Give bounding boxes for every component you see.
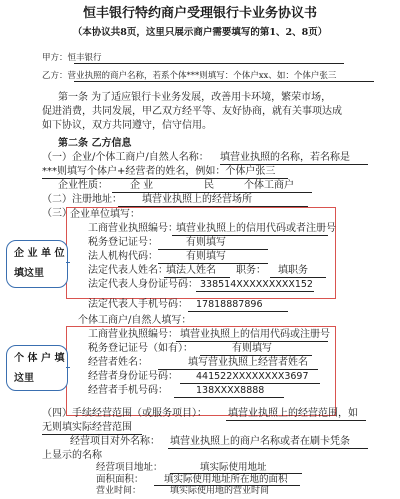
nature-option-individual: 个体工商户 bbox=[244, 180, 294, 191]
party-a: 甲方：恒丰银行 bbox=[42, 53, 102, 63]
article2-heading: 第二条 乙方信息 bbox=[58, 138, 132, 149]
callout-enterprise-line1: 企 业 单 位 bbox=[14, 248, 65, 259]
tax-label: 税务登记证号： bbox=[88, 237, 158, 248]
callout-enterprise-arrow bbox=[66, 262, 70, 263]
hours-value: 填实际使用地的营业时间 bbox=[170, 486, 270, 496]
party-b-underline bbox=[74, 81, 374, 82]
org-value: 有则填写 bbox=[186, 251, 226, 262]
item1-underline bbox=[220, 164, 368, 165]
callout-individual bbox=[6, 345, 68, 391]
ind-license-value: 填营业执照上的信用代码或注册号 bbox=[180, 329, 330, 340]
nature-option-enterprise: 企 业 bbox=[130, 180, 154, 191]
external-name-label: 经营项目对外名称： bbox=[70, 436, 160, 447]
enterprise-header: 企业单位填写： bbox=[70, 209, 140, 220]
operator-underline bbox=[158, 369, 318, 370]
location-value: 填实际使用地址 bbox=[200, 462, 267, 473]
tax-underline bbox=[158, 249, 268, 250]
item4-label: （四）手续经营范围（或服务项目）： bbox=[42, 408, 207, 419]
callout-individual-line2: 这里 bbox=[14, 373, 34, 384]
item1-value-cont: ***则填写个体户+经营者的姓名，例如：个体户张三 bbox=[42, 166, 276, 177]
item1-cont-underline bbox=[42, 178, 288, 179]
callout-individual-line1: 个 体 户 填 bbox=[14, 353, 65, 364]
nature-underline bbox=[112, 192, 312, 193]
location-label: 经营项目地址： bbox=[96, 462, 163, 473]
operator-id-label: 经营者身份证号码： bbox=[88, 371, 178, 382]
callout-individual-arrow bbox=[66, 367, 70, 368]
document-subtitle: （本协议共8页，这里只展示商户需要填写的第1、2、8页） bbox=[72, 27, 328, 38]
operator-id-underline bbox=[180, 383, 320, 384]
rep-phone-label: 法定代表人手机号码： bbox=[88, 299, 188, 310]
org-underline bbox=[158, 263, 268, 264]
nature-label: 企业性质： bbox=[58, 180, 108, 191]
callout-enterprise bbox=[6, 240, 68, 288]
rep-id-underline bbox=[196, 291, 314, 292]
nature-option-private: 民 bbox=[204, 180, 214, 191]
address-value: 填营业执照上的经营场所 bbox=[142, 194, 252, 205]
ind-license-underline bbox=[176, 341, 328, 342]
ind-tax-underline bbox=[200, 355, 312, 356]
item1-value: 填营业执照的名称，若名称是 bbox=[220, 152, 350, 163]
article1-line2: 促进消费，共同发展，甲乙双方经平等、友好协商，就有关事项达成 bbox=[42, 106, 342, 117]
party-b: 乙方：营业执照的商户名称，若系个体***则填写：个体户xx、如：个体户张三 bbox=[42, 71, 337, 81]
tax-value: 有则填写 bbox=[186, 237, 226, 248]
operator-phone-underline bbox=[174, 397, 284, 398]
rep-phone-underline bbox=[188, 311, 288, 312]
hours-label: 营业时间： bbox=[96, 486, 142, 496]
rep-phone-value: 17818887896 bbox=[196, 299, 263, 310]
address-label: （二）注册地址： bbox=[42, 194, 122, 205]
license-underline bbox=[172, 235, 328, 236]
title-underline bbox=[270, 277, 326, 278]
title-label: 职务： bbox=[236, 265, 266, 276]
article1-line1: 第一条 为了适应银行卡业务发展，改善用卡环境，繁荣市场， bbox=[58, 92, 332, 103]
rep-underline bbox=[164, 277, 230, 278]
operator-id-value: 441522XXXXXXXX3697 bbox=[196, 371, 309, 382]
individual-header: 个体工商户/自然人填写： bbox=[78, 315, 192, 326]
item4-value: 填营业执照上的经营范围，如 bbox=[228, 408, 358, 419]
party-a-underline bbox=[74, 63, 344, 64]
item4-underline bbox=[226, 420, 366, 421]
item4-cont-underline bbox=[42, 434, 142, 435]
article1-line3: 如下协议，双方共同遵守，信守信用。 bbox=[42, 120, 212, 131]
callout-enterprise-line2: 填这里 bbox=[14, 268, 44, 279]
operator-phone-label: 经营者手机号码： bbox=[88, 385, 168, 396]
item1-label: （一）企业/个体工商户/自然人名称： bbox=[42, 152, 209, 163]
license-value: 填营业执照上的信用代码或者注册号 bbox=[176, 223, 336, 234]
rep-value: 填法人姓名 bbox=[166, 265, 216, 276]
operator-phone-value: 138XXXX8888 bbox=[196, 385, 265, 396]
item3-label: （三） bbox=[42, 208, 72, 219]
operator-label: 经营者姓名： bbox=[88, 357, 148, 368]
title-value: 填职务 bbox=[278, 265, 308, 276]
ind-license-label: 工商营业执照编号： bbox=[88, 329, 178, 340]
license-label: 工商营业执照编号： bbox=[88, 223, 178, 234]
document-title: 恒丰银行特约商户受理银行卡业务协议书 bbox=[82, 6, 317, 21]
area-label: 面积面积： bbox=[96, 474, 144, 485]
operator-value: 填写营业执照上经营者姓名 bbox=[188, 357, 308, 368]
external-name-value: 填营业执照上的商户名称或者在刷卡凭条 bbox=[170, 436, 350, 447]
external-name-underline bbox=[168, 448, 368, 449]
item4-value-cont: 无则填实际经营范围 bbox=[42, 422, 132, 433]
ind-tax-value: 有则填写 bbox=[232, 343, 272, 354]
area-value: 填实际使用地址所在地的面积 bbox=[164, 474, 288, 485]
org-label: 法人机构代码： bbox=[88, 251, 158, 262]
rep-id-label: 法定代表人身份证号码： bbox=[88, 279, 198, 290]
rep-id-value: 338514XXXXXXXXX152 bbox=[200, 279, 313, 290]
external-name-value-cont: 上显示的名称 bbox=[42, 450, 102, 461]
rep-label: 法定代表人姓名： bbox=[88, 265, 168, 276]
ind-tax-label: 税务登记证号（如有）： bbox=[88, 343, 193, 354]
